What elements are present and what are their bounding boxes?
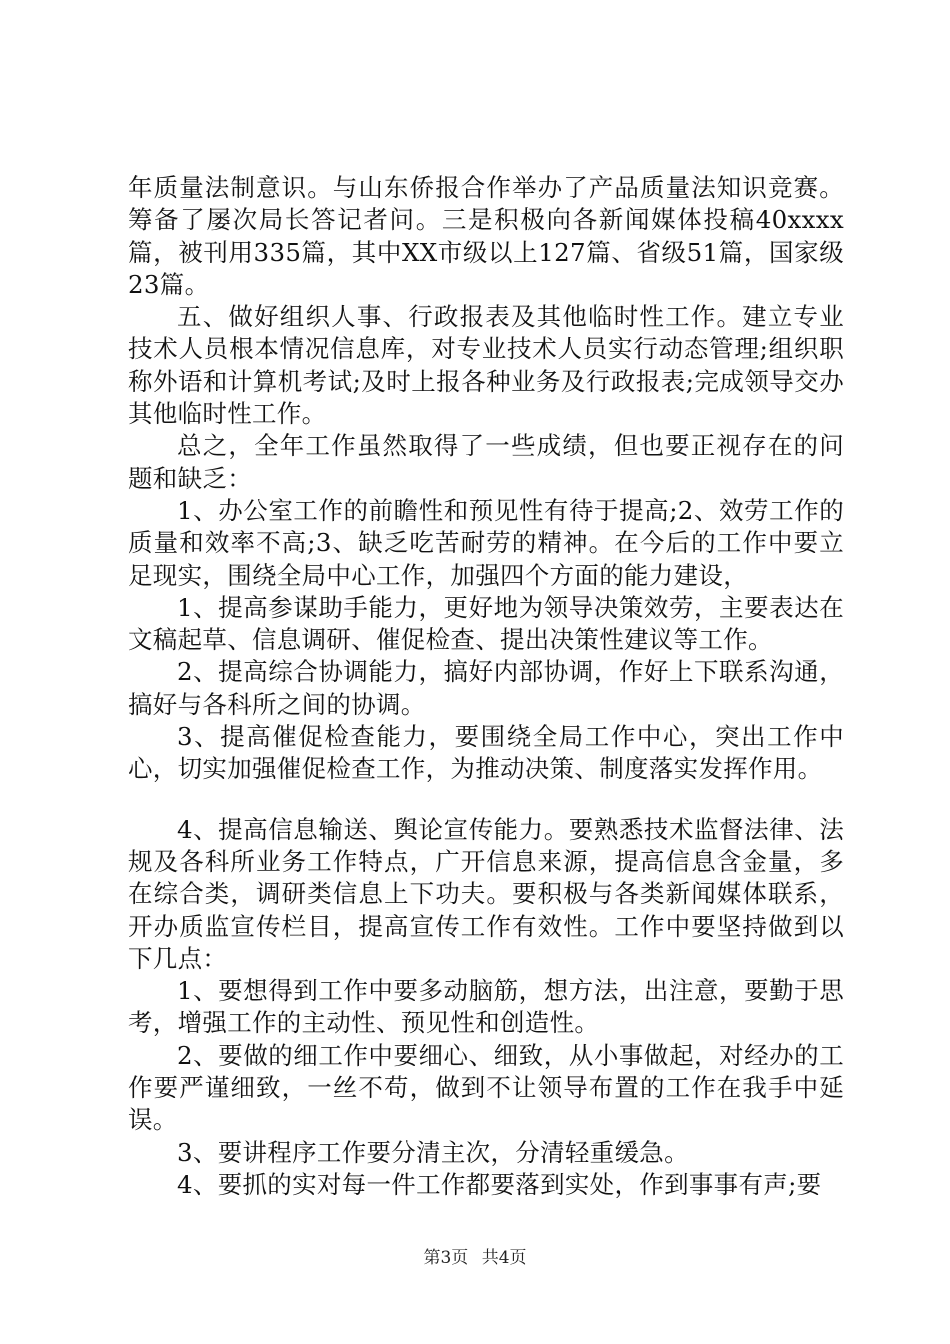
document-body: [128, 172, 844, 1201]
paragraph: 1、要想得到工作中要多动脑筋，想方法，出注意，要勤于思考，增强工作的主动性、预见性和创造性。: [128, 976, 844, 1038]
page-total: 共4页: [481, 1248, 527, 1268]
paragraph: 2、要做的细工作中要细心、细致，从小事做起，对经办的工作要严谨细致，一丝不苟，做到不让领导布置的工作在我手中延误。: [128, 1040, 844, 1135]
paragraph: 年质量法制意识。与山东侨报合作举办了产品质量法知识竞赛。筹备了屡次局长答记者问。三是积极向各新闻媒体投稿40xxxx篇，被刊用335篇，其中XX市级以上127篇、省级51篇，国家级23篇。: [128, 173, 844, 299]
paragraph-gap: [128, 786, 844, 814]
page-footer: [0, 1243, 950, 1268]
page-number: 第3页: [423, 1248, 469, 1268]
paragraph: 2、提高综合协调能力，搞好内部协调，作好上下联系沟通，搞好与各科所之间的协调。: [128, 657, 844, 719]
paragraph: 总之，全年工作虽然取得了一些成绩，但也要正视存在的问题和缺乏：: [128, 431, 844, 493]
paragraph: 3、提高催促检查能力，要围绕全局工作中心，突出工作中心，切实加强催促检查工作，为推动决策、制度落实发挥作用。: [128, 722, 844, 784]
paragraph: 1、提高参谋助手能力，更好地为领导决策效劳，主要表达在文稿起草、信息调研、催促检查、提出决策性建议等工作。: [128, 592, 844, 655]
paragraph: 4、要抓的实对每一件工作都要落到实处，作到事事有声;要: [177, 1169, 822, 1199]
paragraph: 五、做好组织人事、行政报表及其他临时性工作。建立专业技术人员根本情况信息库，对专业技术人员实行动态管理;组织职称外语和计算机考试;及时上报各种业务及行政报表;完成领导交办其他临时性工作。: [128, 302, 844, 429]
paragraph: 4、提高信息输送、舆论宣传能力。要熟悉技术监督法律、法规及各科所业务工作特点，广开信息来源，提高信息含金量，多在综合类，调研类信息上下功夫。要积极与各类新闻媒体联系，开办质监宣传栏目，提高宣传工作有效性。工作中要坚持做到以下几点：: [128, 814, 844, 973]
paragraph: 1、办公室工作的前瞻性和预见性有待于提高;2、效劳工作的质量和效率不高;3、缺乏吃苦耐劳的精神。在今后的工作中要立足现实，围绕全局中心工作，加强四个方面的能力建设，: [128, 495, 844, 590]
paragraph: 3、要讲程序工作要分清主次，分清轻重缓急。: [177, 1137, 689, 1167]
